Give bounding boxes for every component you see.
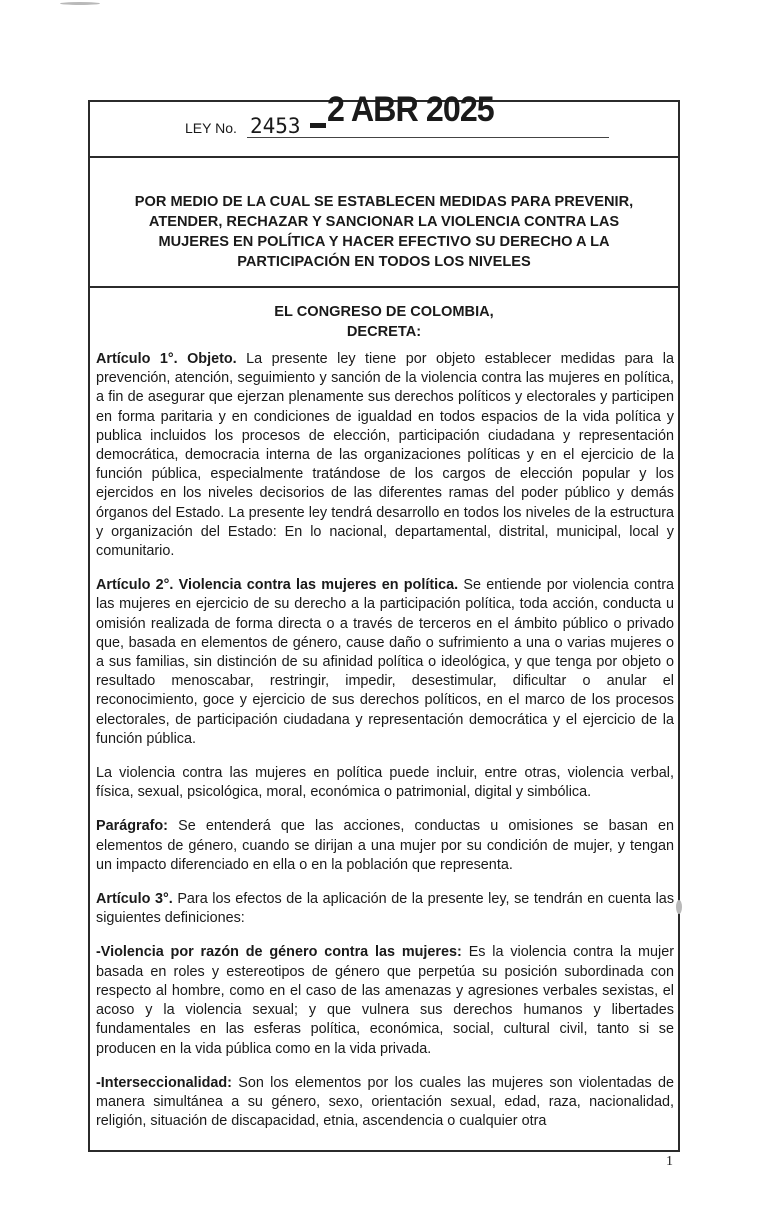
article-1 <box>96 350 674 561</box>
paragrafo-heading: Parágrafo: <box>96 818 168 835</box>
header-divider <box>88 156 680 158</box>
page-number: 1 <box>666 1154 673 1169</box>
law-title-line: PARTICIPACIÓN EN TODOS LOS NIVELES <box>237 254 531 270</box>
article-1-heading: Artículo 1°. Objeto. <box>96 351 237 367</box>
law-title-line: ATENDER, RECHAZAR Y SANCIONAR LA VIOLENCIA CONTRA LAS <box>148 214 620 230</box>
article-2-paragraph-2 <box>96 764 674 802</box>
article-2-text: Se entiende por violencia contra las mujeres en ejercicio de su derecho a la participación política, toda acción, conducta u omisión realizada de forma directa o a través de terceros en el ámbito público o privado que, basada en elementos de género, cause daño o sufrimiento a una o varias mujeres o a sus familias, sin distinción de su afinidad política o ideológica, y que tenga por objeto o resultado menoscabar, restringir, impedir, desestimular, dificultar o anular el reconocimiento, goce y ejercicio de sus derechos políticos, en el marco de los procesos electorales, de participación ciudadana y representación democrática y el ejercicio de la función pública. <box>96 577 674 747</box>
definition-1-heading: -Violencia por razón de género contra las mujeres: <box>96 944 462 961</box>
law-title-line: MUJERES EN POLÍTICA Y HACER EFECTIVO SU DERECHO A LA <box>158 234 610 250</box>
law-label: LEY No. <box>185 120 237 136</box>
paragrafo <box>96 817 674 875</box>
issuer-line-2: DECRETA: <box>346 324 422 340</box>
issuer-heading <box>100 302 668 342</box>
date-stamp: 2 ABR 2025 <box>327 90 494 129</box>
document-body <box>96 350 674 1146</box>
law-number: 2453 <box>250 114 301 138</box>
scan-noise <box>60 2 100 5</box>
scan-noise <box>676 900 682 914</box>
definition-2-text: Son los elementos por los cuales las mujeres son violentadas de manera simultánea a su género, sexo, orientación sexual, edad, raza, nacionalidad, religión, situación de discapacidad, etnia, ascendencia o cualquier otra <box>96 1074 674 1130</box>
stamp-dash <box>310 123 326 128</box>
law-number-underline <box>247 137 609 138</box>
article-3-heading: Artículo 3°. <box>96 891 173 908</box>
article-2-para2-text: La violencia contra las mujeres en política puede incluir, entre otras, violencia verbal, física, sexual, psicológica, moral, económica o patrimonial, digital y simbólica. <box>96 765 674 801</box>
definition-interseccionalidad <box>96 1074 674 1132</box>
article-2 <box>96 576 674 749</box>
law-title <box>100 192 668 272</box>
definition-2-heading: -Interseccionalidad: <box>96 1074 232 1091</box>
law-title-line: POR MEDIO DE LA CUAL SE ESTABLECEN MEDIDAS PARA PREVENIR, <box>134 194 634 210</box>
definition-violencia-genero <box>96 943 674 1058</box>
article-1-text: La presente ley tiene por objeto establecer medidas para la prevención, atención, seguimiento y sanción de la violencia contra las mujeres en política, a fin de asegurar que ejerzan plenamente sus derechos políticos y electorales y participen en forma paritaria y en condiciones de igualdad en todos espacios de la vida política y publica incluidos los procesos de elección, participación ciudadana y representación democrática, democracia interna de las organizaciones políticas y en el ejercicio de la función pública, especialmente tratándose de los cargos de elección popular y los ejercidos en los niveles decisorios de las diferentes ramas del poder público y demás órganos del Estado. La presente ley tendrá desarrollo en todos los niveles de la estructura y organización del Estado: En lo nacional, departamental, distrital, municipal, local y comunitario. <box>96 351 674 560</box>
article-3 <box>96 890 674 928</box>
issuer-line-1: EL CONGRESO DE COLOMBIA, <box>274 304 494 320</box>
article-2-heading: Artículo 2°. Violencia contra las mujeres en política. <box>96 577 459 594</box>
title-divider <box>88 286 680 288</box>
law-number-line <box>185 90 605 142</box>
paragrafo-text: Se entenderá que las acciones, conductas u omisiones se basan en elementos de género, cuando se dirijan a una mujer por su condición de mujer, y tengan un impacto diferenciado en ella o en la población que representa. <box>96 818 675 873</box>
definition-1-text: Es la violencia contra la mujer basada en roles y estereotipos de género que perpetúa su posición subordinada con respecto al hombre, como en el caso de las amenazas y agresiones verbales sexistas, el acoso y la violencia sexual; y que vulnera sus derechos humanos y libertades fundamentales en las esferas política, económica, social, cultural civil, tanto si se producen en la vida pública como en la vida privada. <box>96 944 675 1057</box>
article-3-text: Para los efectos de la aplicación de la presente ley, se tendrán en cuenta las siguientes definiciones: <box>96 891 675 927</box>
